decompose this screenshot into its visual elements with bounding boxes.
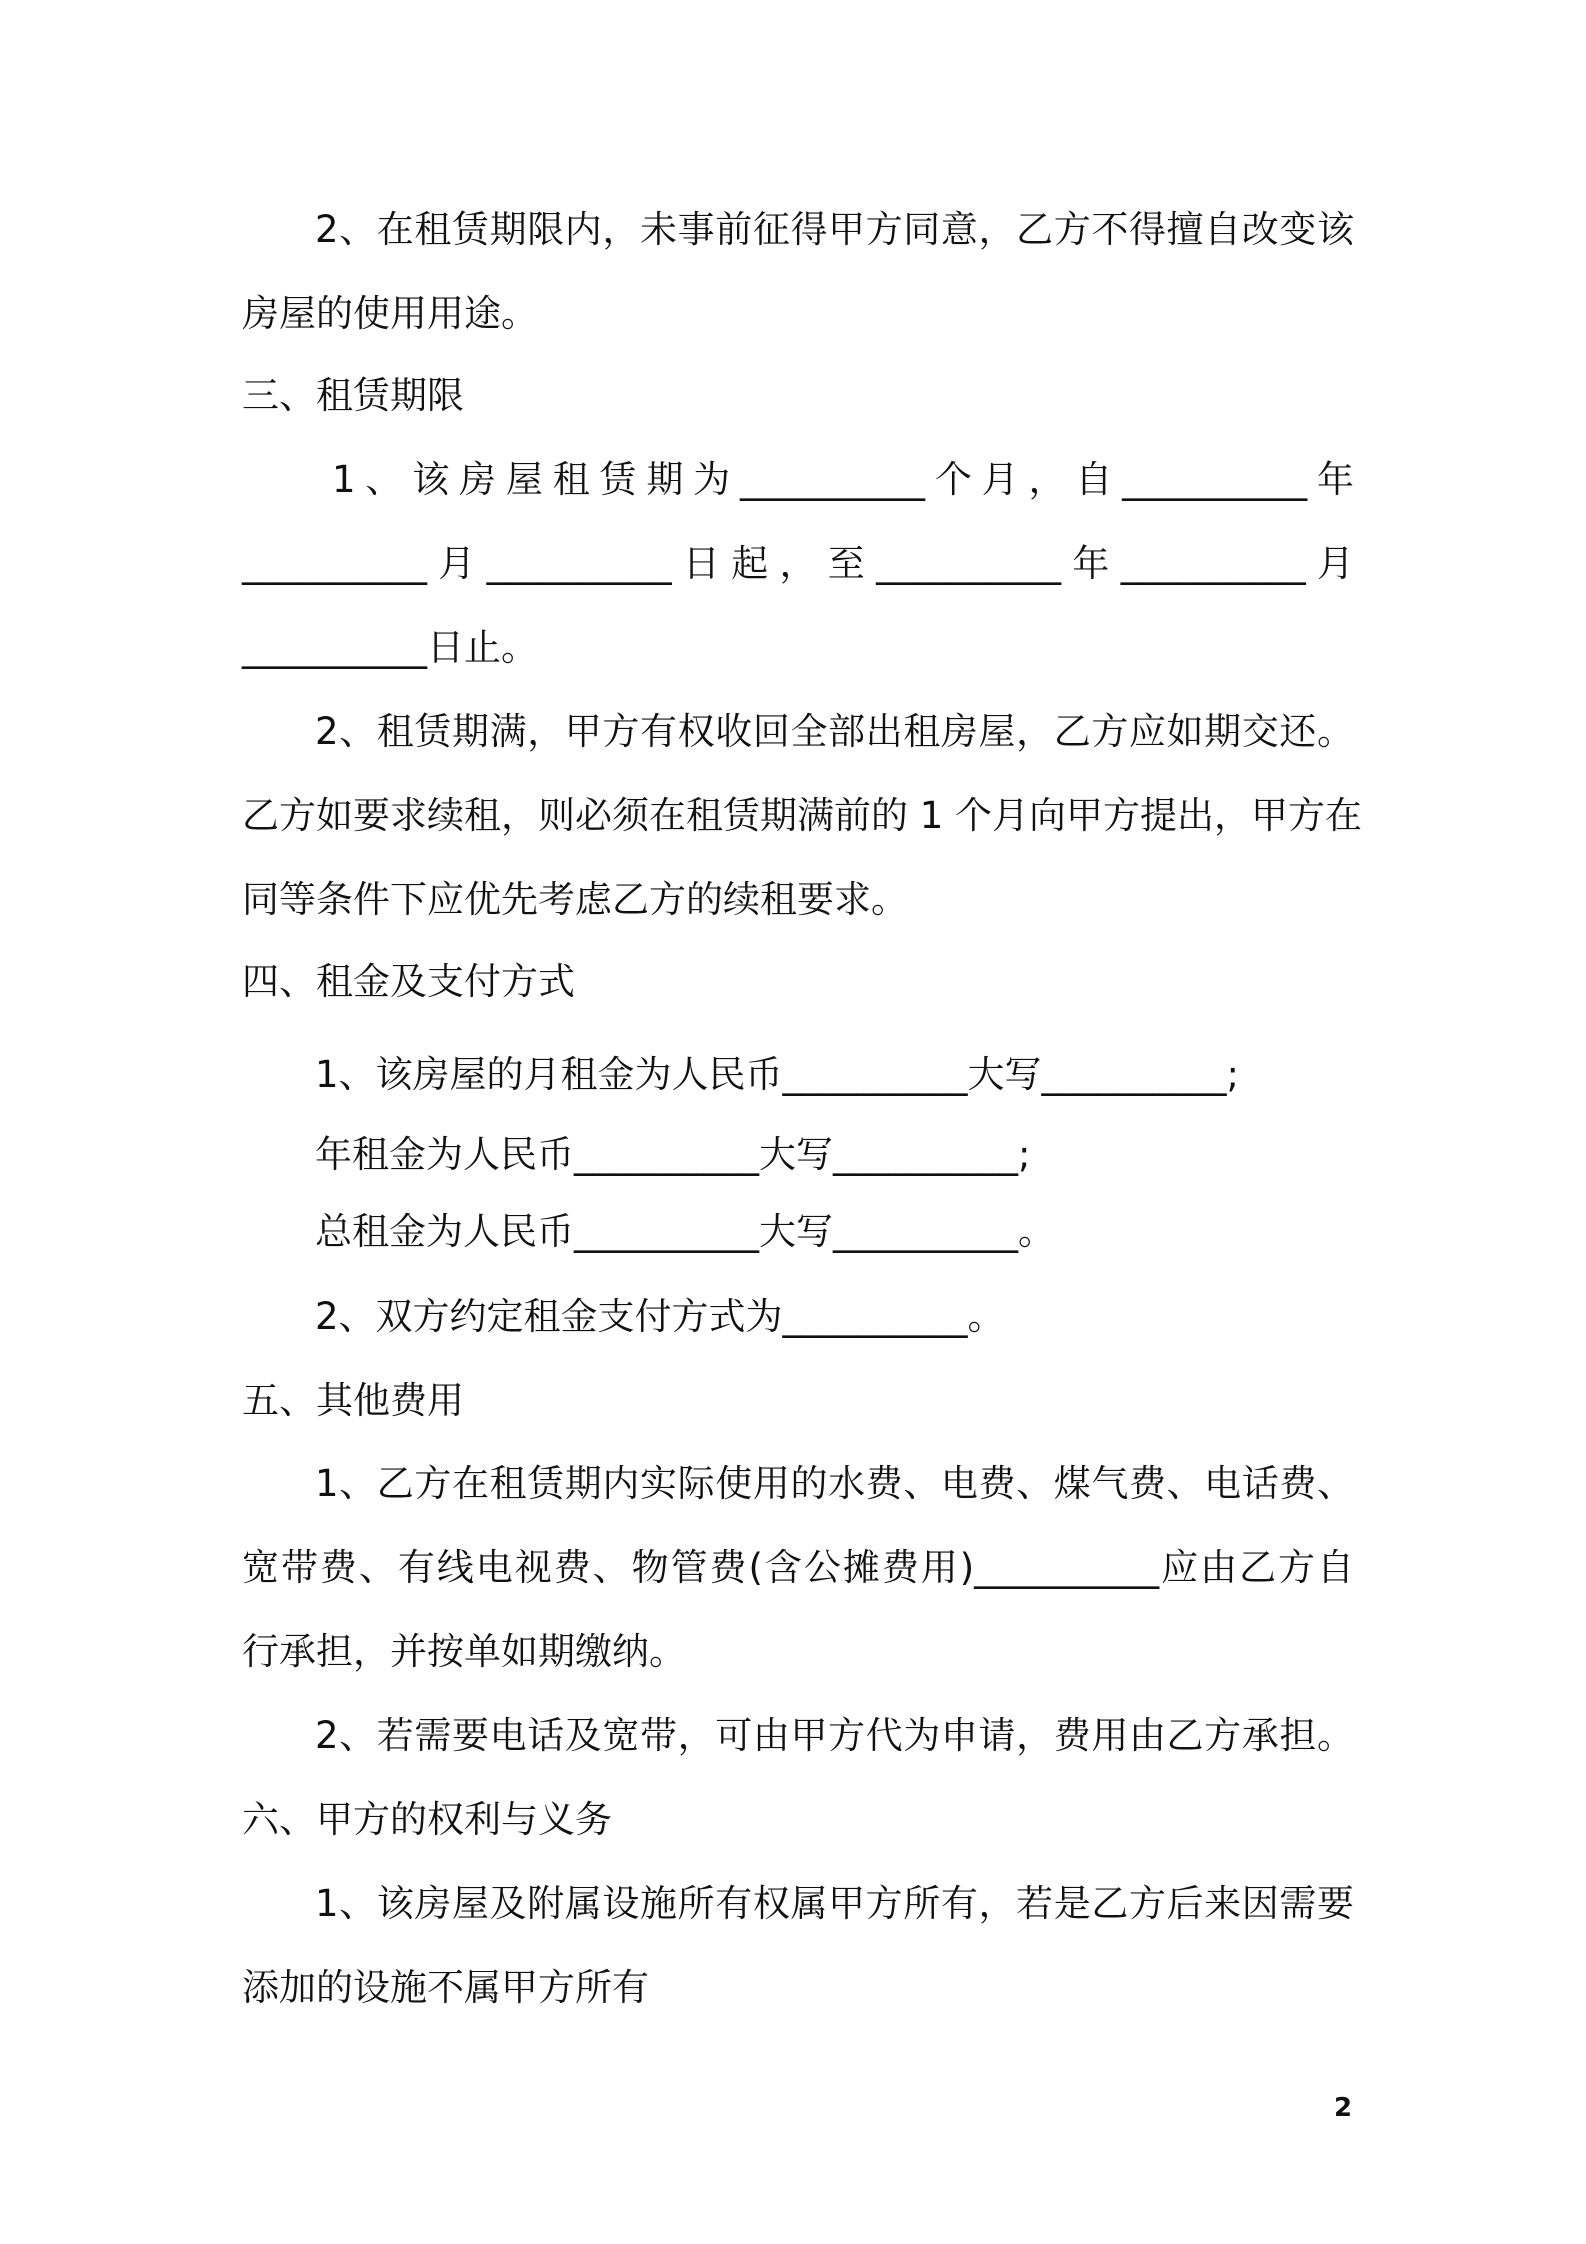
section-6-heading: 六、甲方的权利与义务 xyxy=(242,1798,612,1841)
clause-2-2-line-2: 房屋的使用用途。 xyxy=(242,292,538,335)
clause-3-2-line-2: 乙方如要求续租，则必须在租赁期满前的 1 个月向甲方提出，甲方在 xyxy=(242,794,1363,837)
clause-6-1-line-2: 添加的设施不属甲方所有 xyxy=(242,1966,649,2009)
page-number: 2 xyxy=(1334,2093,1353,2123)
clause-4-1-yearly-rent: 年租金为人民币__________大写__________; xyxy=(315,1133,1031,1176)
clause-3-1-line-3: __________日止。 xyxy=(242,626,538,669)
clause-3-1-line-2: __________月__________日起，至__________年__________月 xyxy=(242,542,1354,585)
clause-3-2-line-1: 2、租赁期满，甲方有权收回全部出租房屋，乙方应如期交还。 xyxy=(315,710,1354,753)
clause-5-2-line-1: 2、若需要电话及宽带，可由甲方代为申请，费用由乙方承担。 xyxy=(315,1714,1354,1757)
section-4-heading: 四、租金及支付方式 xyxy=(242,960,575,1003)
clause-4-1-monthly-rent: 1、该房屋的月租金为人民币__________大写__________; xyxy=(315,1053,1240,1096)
clause-2-2-line-1: 2、在租赁期限内，未事前征得甲方同意，乙方不得擅自改变该 xyxy=(315,208,1354,251)
section-3-heading: 三、租赁期限 xyxy=(242,374,464,417)
clause-3-2-line-3: 同等条件下应优先考虑乙方的续租要求。 xyxy=(242,878,908,921)
clause-5-1-line-3: 行承担，并按单如期缴纳。 xyxy=(242,1630,686,1673)
clause-6-1-line-1: 1、该房屋及附属设施所有权属甲方所有，若是乙方后来因需要 xyxy=(315,1882,1354,1925)
clause-4-1-total-rent: 总租金为人民币__________大写__________。 xyxy=(315,1210,1055,1253)
section-5-heading: 五、其他费用 xyxy=(242,1379,464,1422)
clause-3-1-line-1: 1、该房屋租赁期为__________个月，自__________年 xyxy=(332,458,1354,501)
clause-5-1-line-2: 宽带费、有线电视费、物管费(含公摊费用)__________应由乙方自 xyxy=(242,1546,1354,1589)
clause-5-1-line-1: 1、乙方在租赁期内实际使用的水费、电费、煤气费、电话费、 xyxy=(315,1462,1354,1505)
clause-4-2-payment-method: 2、双方约定租金支付方式为__________。 xyxy=(315,1295,1005,1338)
